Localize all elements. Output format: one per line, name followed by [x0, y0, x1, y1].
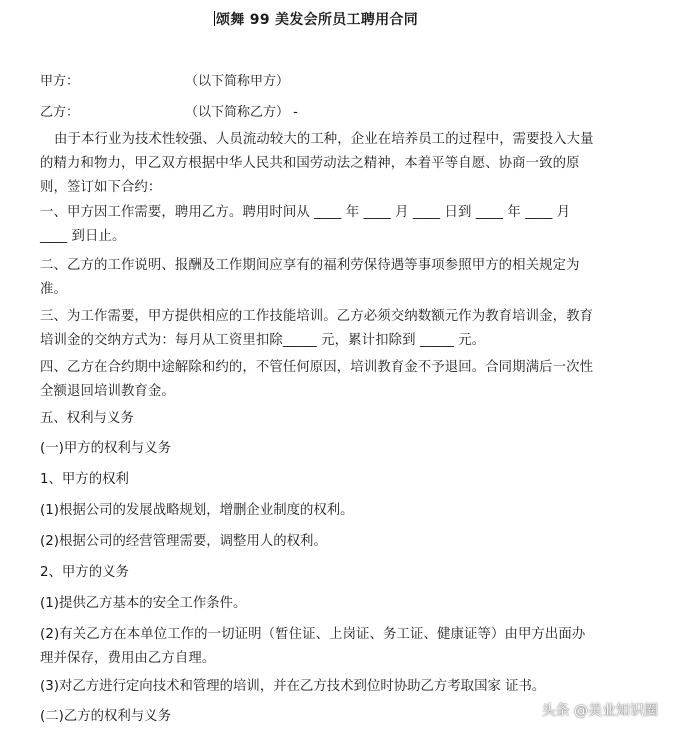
intro-paragraph: 由于本行业为技术性较强、人员流动较大的工种，企业在培养员工的过程中，需要投入大量的精力和物力，甲乙双方根据中华人民共和国劳动法之精神，本着平等自愿、协商一致的原则，签订如下合约： [40, 132, 594, 195]
clause-1: 一、甲方因工作需要，聘用乙方。聘用时间从 ____ 年 ____ 月 ____ 日到 ____ 年 ____ 月 ____ 到日止。 [40, 205, 571, 244]
watermark: 头条 @美业知识圈 [541, 703, 658, 719]
section-a2-item-2: (2)有关乙方在本单位工作的一切证明（暂住证、上岗证、务工证、健康证等）由甲方出面办理并保存，费用由乙方自理。 [40, 627, 586, 666]
section-a-heading: (一)甲方的权利与义务 [40, 441, 171, 456]
clause-2: 二、乙方的工作说明、报酬及工作期间应享有的福利劳保待遇等事项参照甲方的相关规定为准。 [40, 258, 580, 297]
document-title: 颂舞 99 美发会所员工聘用合同 [216, 12, 419, 28]
clause-5-heading: 五、权利与义务 [40, 411, 134, 426]
section-a2-item-3: (3)对乙方进行定向技术和管理的培训，并在乙方技术到位时协助乙方考取国家 证书。 [40, 679, 546, 694]
text-cursor [214, 11, 215, 26]
party-a-line [40, 70, 290, 89]
party-a-note: （以下简称甲方） [185, 74, 290, 89]
section-a1-heading: 1、甲方的权利 [40, 472, 129, 487]
party-b-note: （以下简称乙方） - [185, 105, 298, 120]
section-b-heading: (二)乙方的权利与义务 [40, 709, 171, 724]
section-a2-item-1: (1)提供乙方基本的安全工作条件。 [40, 596, 247, 611]
section-a1-item-2: (2)根据公司的经营管理需要，调整用人的权利。 [40, 534, 327, 549]
party-b-label: 乙方： [40, 105, 80, 120]
section-a1-item-1: (1)根据公司的发展战略规划，增删企业制度的权利。 [40, 503, 354, 518]
clause-3: 三、为工作需要，甲方提供相应的工作技能培训。乙方必须交纳数额元作为教育培训金，教育培训金的交纳方式为：每月从工资里扣除_____ 元，累计扣除到 _____ 元。 [40, 309, 594, 348]
clause-4: 四、乙方在合约期中途解除和约的，不管任何原因，培训教育金不予退回。合同期满后一次性全额退回培训教育金。 [40, 360, 594, 399]
party-b-line [40, 101, 298, 120]
party-a-label: 甲方： [40, 74, 80, 89]
section-a2-heading: 2、甲方的义务 [40, 565, 129, 580]
